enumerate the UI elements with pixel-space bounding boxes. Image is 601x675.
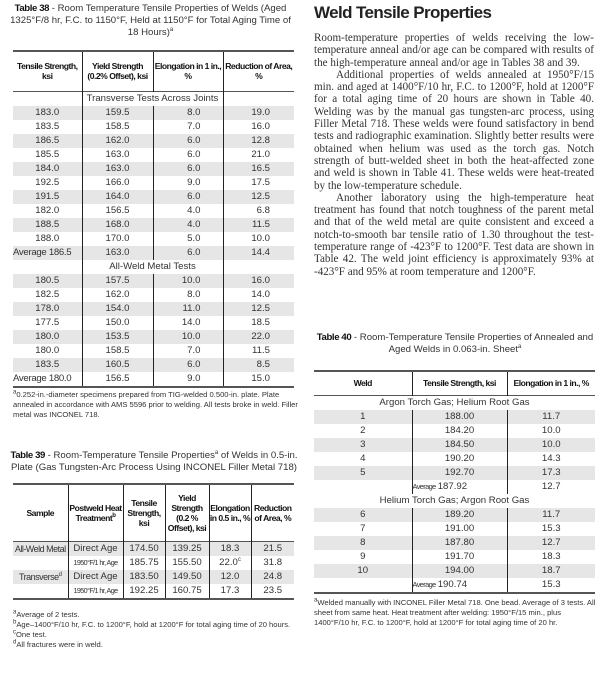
t40-footnote-text: Welded manually with INCONEL Filler Metal 718. One bead. Average of 3 tests. All sheet from same heat. Heat treatment after welding: 1950°F/15 min., plus 1400°F/10 hr, F.C. to 1200°F, hold at 1200°F for total aging time of 20 hr. [314,598,596,627]
average-row [314,480,595,494]
cell-yield: 168.0 [82,218,153,232]
empty-cell [314,480,412,494]
cell-reduction: 6.8 [256,204,270,216]
table-row [13,316,294,330]
average-label: Average [412,481,436,491]
cell-weld: 2 [314,424,412,438]
cell-yield: 153.5 [82,330,153,344]
cell-tensile: 189.20 [412,508,507,522]
cell-tensile: 178.0 [13,302,82,316]
cell-tensile: 192.5 [13,176,82,190]
table-row [13,570,294,584]
article-paragraph-2: Additional properties of welds annealed at 1950°F/15 min. and aged at 1400°F/10 hr, F.C. to 1200°F, hold at 1200°F for a total aging time of 20 hours are shown in Table 40. Welding was by the manual gas tungsten-arc process, using Filler Metal 718. These welds were found satisfactory in bend tests and radiographic examination. Slightly better results were obtained when helium was used as the torch gas. Notch strength of butt-welded sheet in both the heat-affected zone and weld is shown in Table 41. These welds were heat-treated by the low-temperature schedule. [314,68,594,192]
cell-treatment: Direct Age [68,570,123,584]
cell-elongation [209,584,251,599]
cell-tensile: 184.0 [13,162,82,176]
average-label: Average [412,579,436,589]
t39-header-yield: Yield Strength (0.2 % Offset), ksi [165,484,209,541]
table-row [314,536,595,550]
cell-tensile: 185.75 [123,556,165,570]
footnote-mark: a [13,609,17,616]
table-row [13,120,294,134]
table-row [13,232,294,246]
table-row [13,176,294,190]
cell-weld: 9 [314,550,412,564]
footnote-mark: d [13,639,17,646]
cell-reduction: 10.0 [251,232,270,244]
cell-reduction: 22.0 [223,330,294,344]
cell-elongation: 15.3 [541,522,561,534]
sample-text: All-Weld Metal [14,543,66,554]
cell-yield: 164.0 [82,190,153,204]
cell-reduction: 14.0 [251,288,270,300]
cell-elongation: 6.0 [153,162,223,176]
cell-tensile: 191.00 [412,522,507,536]
empty-cell [13,260,82,274]
cell-tensile: 182.5 [13,288,82,302]
cell-yield: 163.0 [82,148,153,162]
cell-elongation: 6.0 [153,148,223,162]
cell-tensile: 191.70 [412,550,507,564]
cell-tensile: 180.0 [13,330,82,344]
cell-elongation: 4.0 [153,218,223,232]
cell-elongation: 6.0 [153,190,223,204]
cell-tensile: 182.0 [13,204,82,218]
article-body [314,32,594,278]
table40-caption-text: - Room-Temperature Tensile Properties of Annealed and Aged Welds in 0.063-in. Sheet [351,332,594,355]
cell-tensile: 188.0 [13,232,82,246]
section-row [314,494,595,508]
cell-elongation: 5.0 [153,232,223,246]
t39-header-sample: Sample [13,484,68,541]
cell-reduction: 17.5 [251,176,270,188]
cell-reduction: 18.5 [251,316,270,328]
cell-tensile: 192.25 [123,584,165,599]
cell-tensile: 177.5 [13,316,82,330]
cell-tensile: 188.5 [13,218,82,232]
section-title: Helium Torch Gas; Argon Root Gas [379,494,530,506]
table-row [13,541,294,556]
cell-elongation [209,570,251,584]
t40-header-weld: Weld [314,371,412,395]
cell-yield: 162.0 [82,134,153,148]
t39-header-treatment [68,484,123,541]
table38-caption-note: a [169,26,174,33]
elongation-note: c [237,556,241,563]
cell-tensile: 194.00 [412,564,507,578]
cell-tensile: 190.20 [412,452,507,466]
empty-cell [314,578,412,593]
cell-tensile: 188.00 [412,410,507,424]
table-row [13,204,294,218]
footnote [13,610,303,620]
table39-caption-a: - Room-Temperature Tensile Properties [44,450,215,461]
cell-yield: 154.0 [82,302,153,316]
cell-yield: 150.0 [82,316,153,330]
table-row [314,452,595,466]
cell-average-tensile [412,480,507,494]
cell-tensile: 184.50 [412,438,507,452]
cell-elongation: 12.7 [507,536,595,550]
cell-elongation: 11.7 [507,410,595,424]
cell-yield: 160.75 [165,584,209,599]
cell-elongation: 10.0 [153,330,223,344]
elongation-value: 18.3 [220,542,240,554]
cell-reduction: 11.5 [252,344,270,356]
table39-footnotes [13,610,303,650]
table-row [13,330,294,344]
table-row [13,302,294,316]
cell-sample [13,584,68,599]
cell-elongation: 8.0 [153,288,223,302]
cell-elongation: 9.0 [153,176,223,190]
cell-elongation: 11.7 [507,508,595,522]
cell-tensile: 183.0 [13,106,82,120]
cell-treatment: 1950°F/1 hr, Age [68,556,123,570]
cell-reduction: 14.4 [223,246,294,260]
cell-tensile: Average 186.5 [13,246,82,260]
empty-cell [13,91,82,106]
table38-caption-text: - Room Temperature Tensile Properties of Welds (Aged 1325°F/8 hr, F.C. to 1150°F, Held at 1150°F for Total Aging Time of 18 Hours) [10,3,291,38]
cell-reduction: 15.0 [251,372,270,384]
table38-body [13,91,294,387]
sample-text: Transverse [18,571,59,582]
cell-average-elongation: 15.3 [541,578,561,590]
table39-body [13,541,294,599]
table-row [314,508,595,522]
cell-elongation: 18.7 [507,564,595,578]
footnote-mark: b [13,619,17,626]
cell-yield: 162.0 [82,288,153,302]
cell-weld: 3 [314,438,412,452]
section-title: Argon Torch Gas; Helium Root Gas [379,396,530,408]
cell-sample [13,556,68,570]
cell-elongation: 11.0 [153,302,223,316]
footnote [13,640,303,650]
cell-tensile: 191.5 [13,190,82,204]
cell-elongation: 14.0 [153,316,223,330]
cell-tensile: 174.50 [123,541,165,556]
table-row [314,550,595,564]
table40-footnote [314,598,598,628]
table40-body [314,395,595,593]
table-row [13,218,294,232]
table-row [13,190,294,204]
section-title: Transverse Tests Across Joints [82,91,223,106]
table-row [314,424,595,438]
table-row [13,246,294,260]
cell-reduction: 8.5 [223,358,294,372]
t40-header-tensile: Tensile Strength, ksi [412,371,507,395]
cell-yield: 158.5 [82,120,153,134]
footnote-text: Average of 2 tests. [16,610,80,619]
cell-sample [13,570,68,584]
cell-tensile: 183.50 [123,570,165,584]
t40-footnote-mark: a [314,597,318,604]
average-value: 190.74 [437,578,468,590]
cell-weld: 6 [314,508,412,522]
cell-elongation: 7.0 [153,120,223,134]
cell-yield: 158.5 [82,344,153,358]
cell-yield: 156.5 [82,372,153,387]
table-row [314,466,595,480]
cell-reduction: 12.5 [223,302,294,316]
table38-caption [8,3,293,39]
footnote-mark: c [13,629,16,636]
cell-weld: 1 [314,410,412,424]
table-row [13,358,294,372]
cell-reduction: 12.8 [223,134,294,148]
table40-caption-note: a [518,343,522,350]
table39-caption-note: a [214,449,219,456]
t38-header-reduction: Reduction of Area, % [225,61,293,82]
cell-elongation: 8.0 [153,106,223,120]
t38-header-yield: Yield Strength (0.2% Offset), ksi [82,51,153,91]
table-row [13,106,294,120]
cell-yield: 149.50 [165,570,209,584]
table39-caption-b: of Welds in 0.5-in. Plate (Gas Tungsten-Arc Process Using INCONEL Filler Metal 718) [11,450,298,473]
cell-weld: 4 [314,452,412,466]
cell-tensile: 192.70 [412,466,507,480]
table-row [314,438,595,452]
section-row [13,91,294,106]
t38-footnote-text: 0.252-in.-diameter specimens prepared from TIG-welded 0.500-in. plate. Plate annealed in accordance with AMS 5596 prior to welding. All tests broke in weld. Filler metal was INCONEL 718. [13,390,298,419]
table-row [13,372,294,387]
cell-yield: 156.5 [82,204,153,218]
cell-elongation: 14.3 [541,452,561,464]
table-row [314,522,595,536]
cell-elongation: 10.0 [153,274,223,288]
footnote-text: One test. [16,630,47,639]
cell-elongation: 6.0 [153,246,223,260]
cell-treatment: 1950°F/1 hr, Age [68,584,123,599]
cell-tensile: 183.5 [13,358,82,372]
elongation-value: 22.0 [219,556,238,568]
cell-yield: 163.0 [82,246,153,260]
footnote [13,630,303,640]
cell-yield: 155.50 [165,556,209,570]
average-row [314,578,595,593]
cell-tensile: 180.5 [13,274,82,288]
t39-header-reduction: Reduction of Area, % [253,502,292,523]
average-value: 187.92 [437,480,468,492]
cell-elongation: 6.0 [153,358,223,372]
cell-tensile: 187.80 [412,536,507,550]
article-paragraph-1: Room-temperature properties of welds receiving the low-temperature anneal and/or age can be compared with results of the high-temperature anneal and/or age in Tables 38 and 39. [314,32,594,69]
cell-elongation: 7.0 [153,344,223,358]
cell-elongation: 10.0 [541,424,561,436]
t39-header-treatment-text: Postweld Heat Treatment [69,502,122,523]
section-row [314,395,595,410]
cell-reduction: 16.0 [223,274,294,288]
table40-caption [314,332,596,356]
cell-reduction: 21.0 [251,148,270,160]
cell-yield: 160.5 [82,358,153,372]
table-row [13,148,294,162]
cell-weld: 10 [314,564,412,578]
article-paragraph-3: Another laboratory using the high-temperature heat treatment has found that notch toughness of the parent metal and that of the weld metal are quite consistent and exceed a notch-to-smooth bar tensile ratio of 1.30 throughout the test-temperature range of -423°F to 1200°F. Test data are shown in Table 42. The weld joint efficiency is approximately 93% at -423°F and 95% at room temperature and 1200°F. [314,191,594,278]
footnote [13,620,303,630]
cell-weld: 7 [314,522,412,536]
cell-average-elongation: 12.7 [541,480,561,492]
cell-reduction: 24.8 [251,570,294,584]
cell-reduction: 16.5 [223,162,294,176]
cell-elongation: 6.0 [153,134,223,148]
table39-label: Table 39 [10,450,45,461]
table38-label: Table 38 [14,3,50,14]
table38-footnote [13,390,298,420]
cell-reduction: 11.5 [223,218,294,232]
cell-elongation: 18.3 [541,550,561,562]
cell-reduction: 21.5 [251,541,294,556]
cell-yield: 170.0 [82,232,153,246]
t40-header-elongation: Elongation in 1 in., % [513,378,589,389]
cell-yield: 157.5 [82,274,153,288]
footnote-text: Age–1400°F/10 hr, F.C. to 1200°F, hold at 1200°F for total aging time of 20 hours. [16,620,291,629]
table-row [13,584,294,599]
table-row [314,564,595,578]
cell-reduction: 16.0 [251,120,270,132]
table38 [13,50,294,388]
cell-elongation: 9.0 [153,372,223,387]
t38-footnote-mark: a [13,389,17,396]
sample-note: d [58,571,62,578]
table40 [314,370,595,594]
t38-header-elongation: Elongation in 1 in., % [153,51,223,91]
elongation-value: 12.0 [220,570,240,582]
cell-elongation: 4.0 [153,204,223,218]
cell-reduction: 19.0 [223,106,294,120]
empty-cell [223,260,294,274]
cell-yield: 163.0 [82,162,153,176]
table-row [13,274,294,288]
table-row [13,162,294,176]
table-row [13,344,294,358]
article-heading: Weld Tensile Properties [314,3,492,22]
cell-tensile: 183.5 [13,120,82,134]
cell-yield: 139.25 [165,541,209,556]
cell-tensile: 184.20 [412,424,507,438]
footnote-text: All fractures were in weld. [16,640,103,649]
cell-reduction: 12.5 [223,190,294,204]
table39-caption [10,450,298,474]
section-row [13,260,294,274]
cell-tensile: Average 180.0 [13,372,82,387]
cell-weld: 8 [314,536,412,550]
t39-header-elongation: Elongation in 0.5 in., % [209,484,251,541]
table40-label: Table 40 [316,332,352,343]
cell-elongation [209,556,251,570]
cell-weld: 5 [314,466,412,480]
table-row [314,410,595,424]
cell-tensile: 180.0 [13,344,82,358]
cell-elongation: 10.0 [507,438,595,452]
table-row [13,556,294,570]
table39 [13,483,294,600]
cell-elongation [209,541,251,556]
cell-reduction: 23.5 [263,584,283,596]
table-row [13,134,294,148]
t39-header-note: b [112,512,116,519]
table-row [13,288,294,302]
cell-yield: 166.0 [82,176,153,190]
section-title: All-Weld Metal Tests [82,260,223,274]
cell-elongation: 17.3 [507,466,595,480]
cell-tensile: 185.5 [13,148,82,162]
t39-header-tensile: Tensile Strength, ksi [123,484,165,541]
t38-header-tensile: Tensile Strength, ksi [13,51,82,91]
elongation-value: 17.3 [220,584,240,596]
empty-cell [223,91,294,106]
cell-yield: 159.5 [82,106,153,120]
cell-tensile: 186.5 [13,134,82,148]
cell-treatment: Direct Age [68,541,123,556]
cell-average-tensile [412,578,507,593]
cell-sample [13,541,68,556]
cell-reduction: 31.8 [263,556,283,568]
